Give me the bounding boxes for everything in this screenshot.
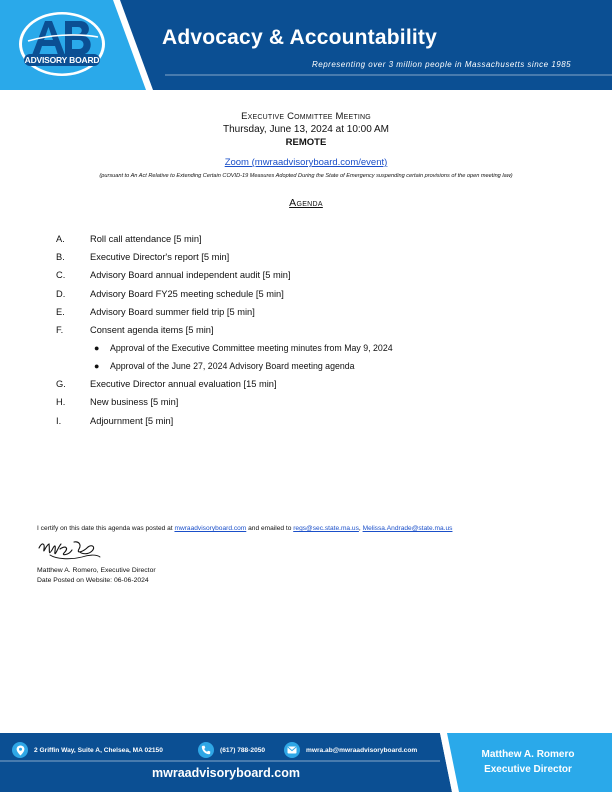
footer-address [12,742,163,758]
phone-icon [198,742,214,758]
meeting-mode: REMOTE [285,137,327,148]
email-icon [284,742,300,758]
agenda-sub-item [56,339,393,357]
legal-note: (pursuant to An Act Relative to Extending Certain COVID-19 Measures Adopted During the State of Emergency suspending certain provisions of the open meeting law) [99,173,513,179]
certify-prefix: I certify on this date this agenda was posted at [37,525,175,532]
footer-address-text: 2 Griffin Way, Suite A, Chelsea, MA 02150 [34,746,163,754]
agenda-sub-item-text: Approval of the June 27, 2024 Advisory Board meeting agenda [110,361,355,372]
agenda-item-text: Executive Director's report [5 min] [90,252,230,263]
agenda-item-letter: B. [56,252,65,263]
logo-text: ADVISORY BOARD [24,55,100,65]
agenda-item [56,375,393,393]
page-header [0,0,612,90]
website-link[interactable]: mwraadvisoryboard.com [174,525,247,532]
footer-email[interactable] [284,742,417,758]
footer-phone-text: (617) 788-2050 [220,746,266,754]
agenda-item-text: Advisory Board FY25 meeting schedule [5 min] [90,288,284,299]
agenda-heading: Agenda [289,197,323,209]
agenda-item [56,230,393,248]
certify-separator: , [358,525,363,532]
agenda-sub-item [56,357,393,375]
agenda-item [56,393,393,411]
regs-email-link[interactable]: regs@sec.state.ma.us [293,525,359,532]
footer-name: Matthew A. Romero [481,749,575,760]
agenda-item-letter: H. [56,397,66,408]
agenda-item [56,321,393,339]
agenda-item [56,412,393,430]
certification-line [37,525,452,532]
footer-email-text: mwra.ab@mwraadvisoryboard.com [306,746,418,754]
andrade-email-link[interactable]: Melissa.Andrade@state.ma.us [362,525,453,532]
agenda-item [56,285,393,303]
agenda-item-letter: A. [56,234,65,245]
brand-tagline: Representing over 3 million people in Massachusetts since 1985 [312,60,572,69]
agenda-list [56,230,393,430]
agenda-item-letter: G. [56,379,66,390]
meeting-info [0,110,612,181]
agenda-item-letter: I. [56,415,62,426]
agenda-item-text: Consent agenda items [5 min] [90,325,214,336]
bullet-icon: ● [94,361,100,372]
posted-date: Date Posted on Website: 06-06-2024 [37,577,149,584]
agenda-item-letter: C. [56,270,66,281]
agenda-item-letter: D. [56,288,66,299]
signature-info [37,566,156,586]
agenda-sub-item-text: Approval of the Executive Committee meeting minutes from May 9, 2024 [110,343,393,354]
bullet-icon: ● [94,343,100,354]
agenda-item-text: Adjournment [5 min] [90,415,174,426]
agenda-item [56,266,393,284]
footer-role: Executive Director [484,764,572,775]
location-icon [12,742,28,758]
agenda-item-letter: E. [56,306,65,317]
agenda-item-text: New business [5 min] [90,397,179,408]
brand-title: Advocacy & Accountability [162,26,437,49]
agenda-item-text: Advisory Board annual independent audit [5 min] [90,270,291,281]
agenda-item [56,248,393,266]
meeting-type: Executive Committee Meeting [241,111,371,122]
zoom-link[interactable]: Zoom (mwraadvisoryboard.com/event) [224,157,388,168]
agenda-item-text: Executive Director annual evaluation [15 min] [90,379,277,390]
agenda-item [56,303,393,321]
signer-name: Matthew A. Romero, Executive Director [37,567,156,574]
meeting-datetime: Thursday, June 13, 2024 at 10:00 AM [222,124,390,135]
agenda-item-text: Roll call attendance [5 min] [90,234,202,245]
certify-middle: and emailed to [246,525,294,532]
agenda-item-letter: F. [56,325,64,336]
footer-phone[interactable] [198,742,265,758]
agenda-item-text: Advisory Board summer field trip [5 min] [90,306,255,317]
page-footer [0,733,612,792]
signature-image [36,535,106,565]
advisory-board-logo [18,11,106,77]
footer-website[interactable]: mwraadvisoryboard.com [152,766,300,780]
footer-signature-block [468,747,588,777]
